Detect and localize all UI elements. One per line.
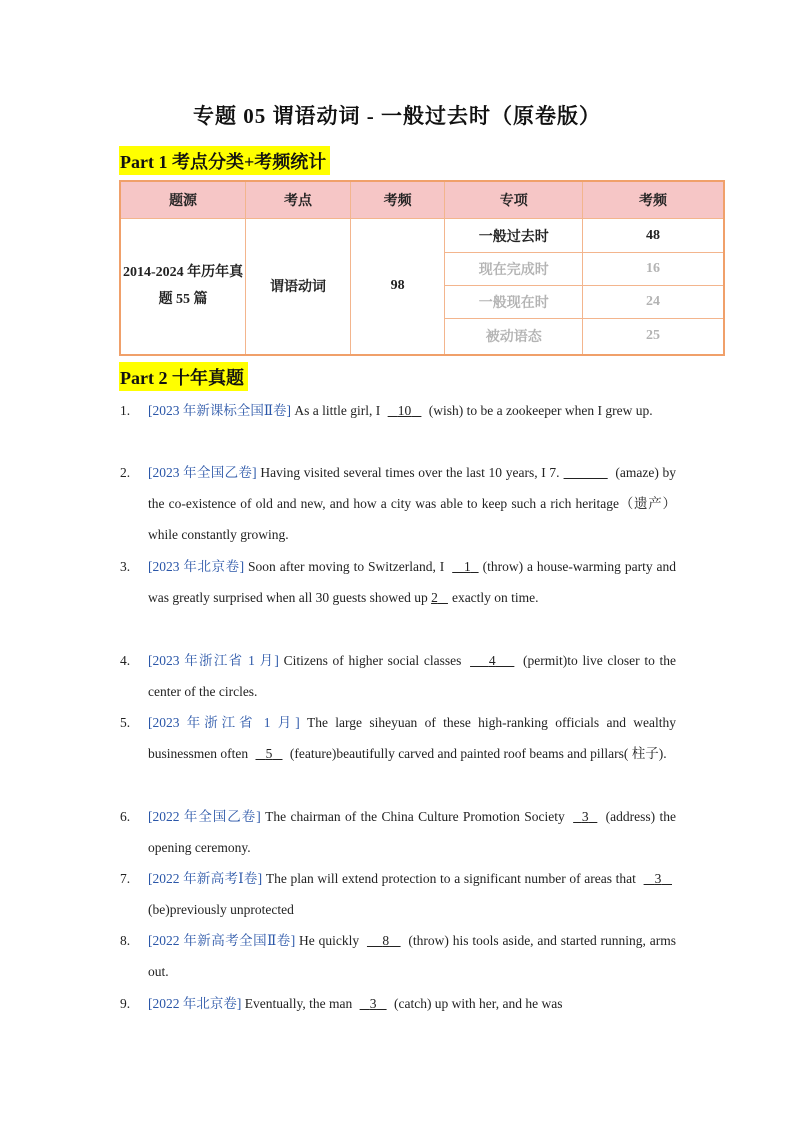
blank-number: 3: [581, 809, 589, 824]
blank-number: 3: [369, 996, 377, 1011]
question-source: [2023 年北京卷]: [148, 559, 245, 574]
question-number: 2.: [120, 465, 131, 480]
blank-number: 5: [265, 746, 273, 761]
question-source: [2022 年北京卷]: [148, 996, 242, 1011]
table-header-row: [120, 181, 724, 219]
cell-point: 谓语动词: [246, 219, 351, 355]
question-number: 9.: [120, 996, 131, 1011]
blank-number: 4: [488, 653, 496, 668]
question-number: 3.: [120, 559, 131, 574]
question-item: [120, 395, 676, 426]
part2-heading: Part 2 十年真题: [119, 362, 248, 391]
cell-count: 24: [582, 286, 724, 319]
question-item: [120, 645, 676, 707]
answer-blank[interactable]: [252, 746, 287, 761]
cell-item: 现在完成时: [445, 253, 583, 286]
answer-blank[interactable]: [560, 465, 612, 480]
question-text: Eventually, the man: [241, 996, 356, 1011]
question-source: [2023 年全国乙卷]: [148, 465, 257, 480]
cell-count: 48: [582, 219, 724, 253]
question-text: Having visited several times over the last 10 years, I 7.: [256, 465, 560, 480]
blank-number: 3: [654, 871, 662, 886]
question-text: (be)previously unprotected: [148, 902, 294, 917]
stats-table: [119, 180, 725, 356]
question-text: (amaze) by the co-existence of old and new, and how a city was able to keep such a rich heritage（遗产）while constantly growing.: [148, 465, 677, 542]
question-source: [2022 年全国乙卷]: [148, 809, 261, 824]
question-item: [120, 707, 676, 769]
answer-blank[interactable]: [466, 653, 518, 668]
header-item-frequency: 考频: [582, 181, 724, 219]
page-title: 专题 05 谓语动词 - 一般过去时（原卷版）: [193, 104, 601, 128]
question-source: [2023 年浙江省 1 月]: [148, 715, 300, 730]
cell-item: 被动语态: [445, 319, 583, 355]
question-item: [120, 863, 676, 925]
answer-blank[interactable]: [640, 871, 676, 886]
question-text: exactly on time.: [451, 590, 539, 605]
cell-item: 一般现在时: [445, 286, 583, 319]
header-point: 考点: [246, 181, 351, 219]
question-source: [2023 年新课标全国Ⅱ卷]: [148, 403, 292, 418]
header-source: 题源: [120, 181, 246, 219]
question-source: [2022 年新高考Ⅰ卷]: [148, 871, 263, 886]
question-text: (catch) up with her, and he was: [390, 996, 563, 1011]
question-text: The large siheyuan of these high-ranking officials and wealthy businessmen often: [148, 715, 676, 761]
answer-blank[interactable]: [448, 559, 482, 574]
question-text: The chairman of the China Culture Promotion Society: [260, 809, 570, 824]
question-number: 7.: [120, 871, 131, 886]
question-number: 5.: [120, 715, 131, 730]
question-text: Soon after moving to Switzerland, I: [244, 559, 449, 574]
question-number: 4.: [120, 653, 131, 668]
cell-source: 2014-2024 年历年真题 55 篇: [120, 219, 246, 355]
question-source: [2023 年浙江省 1 月]: [148, 653, 279, 668]
table-row: [120, 219, 724, 253]
question-text: (throw) his tools aside, and started running, arms out.: [148, 933, 676, 979]
question-text: (address) the opening ceremony.: [148, 809, 677, 855]
question-text: (throw) a house-warming party and was greatly surprised when all 30 guests showed up: [148, 559, 676, 605]
blank-number: 2: [431, 590, 438, 605]
question-text: (permit)to live closer to the center of the circles.: [148, 653, 677, 699]
answer-blank[interactable]: [384, 403, 426, 418]
question-text: He quickly: [295, 933, 363, 948]
question-item: [120, 988, 676, 1019]
cell-count: 25: [582, 319, 724, 355]
question-text: (wish) to be a zookeeper when I grew up.: [425, 403, 653, 418]
question-item: [120, 551, 676, 613]
cell-count: 16: [582, 253, 724, 286]
answer-blank[interactable]: [569, 809, 601, 824]
answer-blank[interactable]: [363, 933, 405, 948]
answer-blank[interactable]: [356, 996, 391, 1011]
question-item: [120, 457, 676, 550]
question-number: 1.: [120, 403, 131, 418]
answer-blank[interactable]: [431, 590, 452, 605]
cell-total: 98: [350, 219, 445, 355]
cell-item: 一般过去时: [445, 219, 583, 253]
question-number: 6.: [120, 809, 131, 824]
question-item: [120, 925, 676, 987]
question-text: As a little girl, I: [291, 403, 384, 418]
question-source: [2022 年新高考全国Ⅱ卷]: [148, 933, 296, 948]
part1-heading: Part 1 考点分类+考频统计: [119, 146, 330, 175]
header-item: 专项: [445, 181, 583, 219]
blank-number: 1: [463, 559, 471, 574]
question-text: The plan will extend protection to a significant number of areas that: [262, 871, 640, 886]
question-number: 8.: [120, 933, 131, 948]
question-item: [120, 801, 676, 863]
question-text: (feature)beautifully carved and painted roof beams and pillars( 柱子).: [286, 746, 667, 761]
header-frequency: 考频: [350, 181, 445, 219]
blank-number: 10: [397, 403, 412, 418]
question-text: Citizens of higher social classes: [278, 653, 467, 668]
blank-number: 8: [382, 933, 390, 948]
